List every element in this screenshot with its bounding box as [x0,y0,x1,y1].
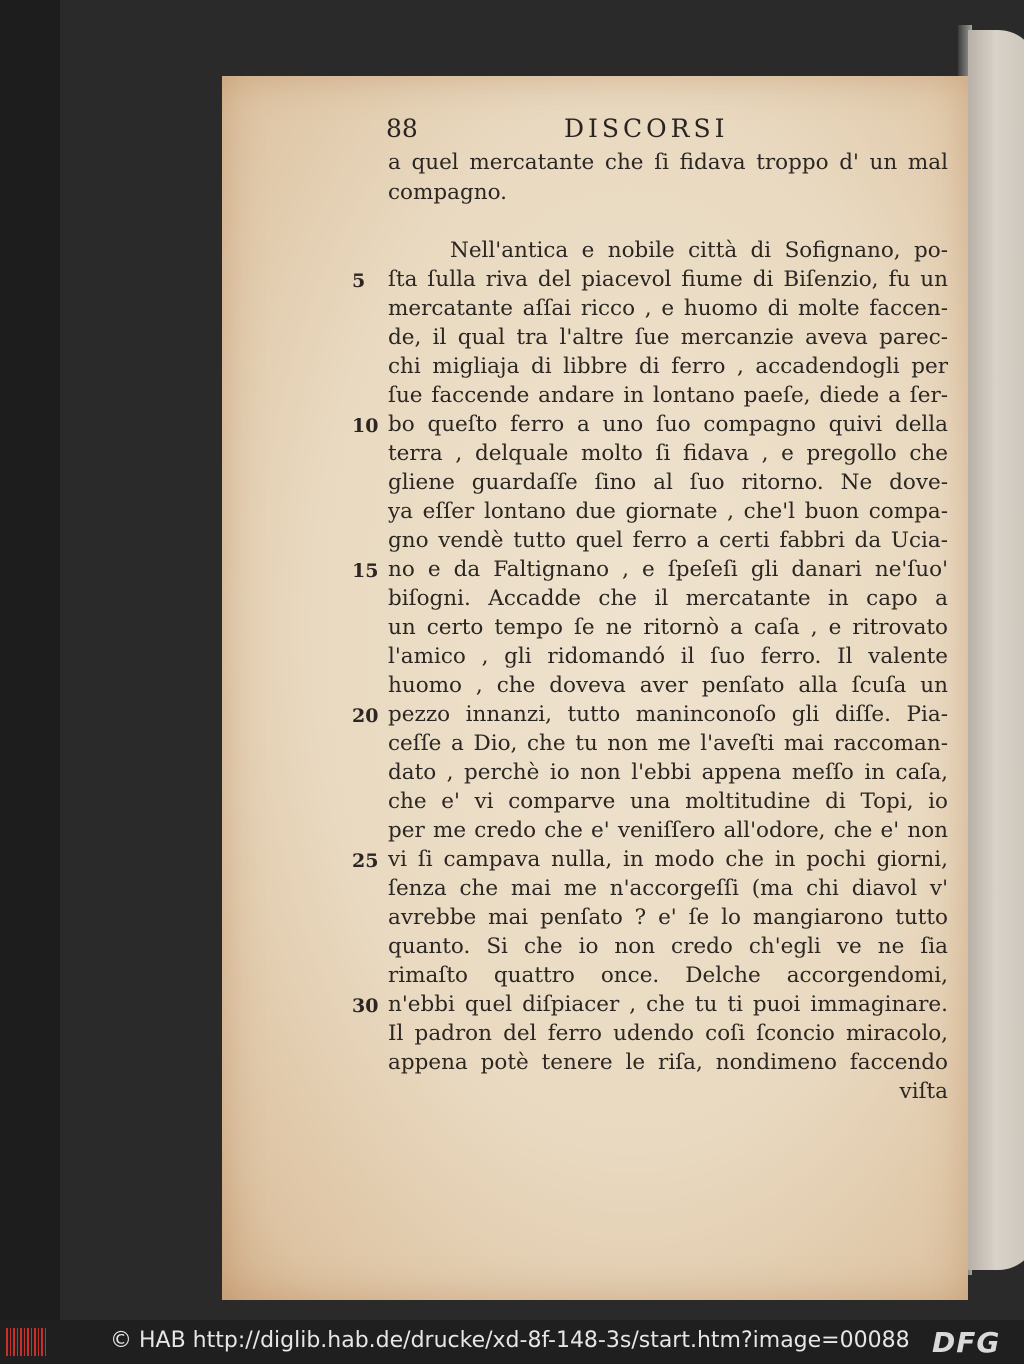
text-line: vi ſi campava nulla, in modo che in pochi giorni, [388,847,948,872]
line-number: 10 [352,415,379,437]
text-line: de, il qual tra l'altre ſue mercanzie aveva parec- [388,325,948,350]
line-number: 30 [352,995,379,1017]
running-head: DISCORSI [564,114,729,143]
line-number: 25 [352,850,379,872]
text-line: no e da Faltignano , e ſpeſeſi gli danari ne'ſuo' [388,557,948,582]
text-line: gno vendè tutto quel ferro a certi fabbri da Ucia- [388,528,948,553]
page-number: 88 [386,114,418,143]
text-line: mercatante aſſai ricco , e huomo di molte faccen- [388,296,948,321]
dfg-logo: DFG [932,1326,1001,1359]
text-line: ſue faccende andare in lontano paeſe, diede a ſer- [388,383,948,408]
line-number: 5 [352,270,366,292]
text-line: rimaſto quattro once. Delche accorgendomi, [388,963,948,988]
copyright-link[interactable]: © HAB http://diglib.hab.de/drucke/xd-8f-148-3s/start.htm?image=00088 [110,1328,910,1353]
line-number: 15 [352,560,379,582]
text-line: biſogni. Accadde che il mercatante in capo a [388,586,948,611]
text-line: pezzo innanzi, tutto maninconoſo gli diſſe. Pia- [388,702,948,727]
text-line: dato , perchè io non l'ebbi appena meſſo in caſa, [388,760,948,785]
text-line: compagno. [388,180,507,205]
text-line: ſenza che mai me n'accorgeſſi (ma chi diavol v' [388,876,948,901]
barcode-icon [6,1328,48,1356]
text-line: appena potè tenere le riſa, nondimeno faccendo [388,1050,948,1075]
line-number: 20 [352,705,379,727]
text-line: quanto. Si che io non credo ch'egli ve ne ſia [388,934,948,959]
text-line: huomo , che doveva aver penſato alla ſcuſa un [388,673,948,698]
text-line: chi migliaja di libbre di ferro , accadendogli per [388,354,948,379]
text-line: ya eſſer lontano due giornate , che'l buon compa- [388,499,948,524]
text-line: terra , delquale molto ſi fidava , e pregollo che [388,441,948,466]
footer-bar [0,1320,1024,1364]
text-line: Nell'antica e nobile città di Sofignano, po- [450,238,948,263]
text-line: ceſſe a Dio, che tu non me l'aveſti mai raccoman- [388,731,948,756]
page-header [386,114,786,144]
text-line: n'ebbi quel diſpiacer , che tu ti puoi immaginare. [388,992,948,1017]
text-line: un certo tempo ſe ne ritornò a caſa , e ritrovato [388,615,948,640]
book-cover-edge [0,0,60,1320]
text-line: bo queſto ferro a uno ſuo compagno quivi della [388,412,948,437]
text-line: l'amico , gli ridomandó il ſuo ferro. Il valente [388,644,948,669]
text-line: Il padron del ferro udendo coſi ſconcio miracolo, [388,1021,948,1046]
text-line: gliene guardaſſe ſino al ſuo ritorno. Ne dove- [388,470,948,495]
text-line: avrebbe mai penſato ? e' ſe lo mangiarono tutto [388,905,948,930]
text-line: per me credo che e' veniſſero all'odore, che e' non [388,818,948,843]
next-page-edge [968,30,1024,1270]
text-line: ſta ſulla riva del piacevol fiume di Biſenzio, fu un [388,267,948,292]
text-line: a quel mercatante che ſi fidava troppo d' un mal [388,150,948,175]
text-line: che e' vi comparve una moltitudine di Topi, io [388,789,948,814]
catchword: viſta [899,1079,948,1104]
